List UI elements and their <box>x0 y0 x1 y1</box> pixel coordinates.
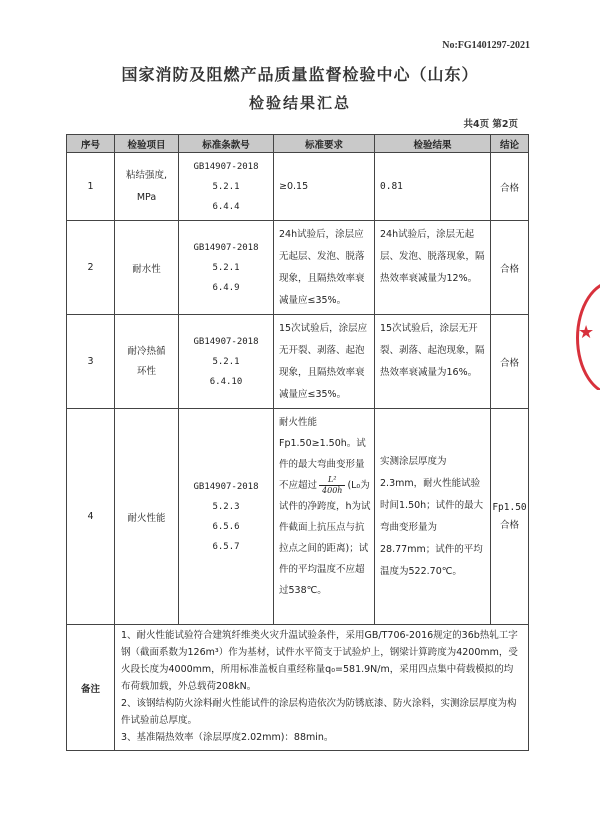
result: 15次试验后，涂层无开裂、剥落、起泡现象，隔热效率衰减量为16%。 <box>375 315 491 409</box>
table-row <box>67 409 529 625</box>
test-item-line: 粘结强度, <box>125 169 168 181</box>
conclusion: 合格 <box>491 153 529 221</box>
clause-line: 6.5.7 <box>212 541 240 552</box>
page-subtitle: 检验结果汇总 <box>248 94 351 112</box>
note-item: 1、耐火性能试验符合建筑纤维类火灾升温试验条件，采用GB/T706-2016规定的36b热轧工字钢（截面系数为126m³）作为基材，试件水平简支于试验炉上，钢梁计算跨度为4200mm，受火段长度为4000mm，所用标准盖板自重经称量q₀=581.9N/m，采用四点集中荷载模拟的均布荷载加载，外总载荷208kN。 <box>121 630 518 692</box>
col-header-clause: 标准条款号 <box>179 135 274 153</box>
table-row <box>67 315 529 409</box>
result: 0.81 <box>375 153 491 221</box>
conclusion: 合格 <box>491 315 529 409</box>
report-number: No:FG1401297-2021 <box>442 40 530 51</box>
clause-line: 6.4.10 <box>209 376 243 387</box>
clause-line: 5.2.1 <box>212 356 240 367</box>
requirement <box>274 409 375 625</box>
col-header-result: 检验结果 <box>375 135 491 153</box>
row-number: 4 <box>67 409 115 625</box>
test-item-line: MPa <box>136 191 157 203</box>
notes-row <box>67 625 529 751</box>
clause-line: 5.2.3 <box>212 501 240 512</box>
results-table <box>66 134 529 751</box>
conclusion-line: 合格 <box>499 519 519 531</box>
requirement: 15次试验后，涂层应无开裂、剥落、起泡现象，且隔热效率衰减量应≤35%。 <box>274 315 375 409</box>
col-header-requirement: 标准要求 <box>274 135 375 153</box>
row-number: 3 <box>67 315 115 409</box>
note-item: 3、基准隔热效率（涂层厚度2.02mm)：88min。 <box>121 732 334 743</box>
test-item <box>115 409 179 625</box>
formula-numerator: L² <box>319 475 345 486</box>
clause-line: GB14907-2018 <box>193 336 259 347</box>
notes-content <box>115 625 529 751</box>
standard-clause <box>179 153 274 221</box>
col-header-no: 序号 <box>67 135 115 153</box>
test-item <box>115 153 179 221</box>
table-row <box>67 153 529 221</box>
table-row <box>67 221 529 315</box>
star-icon: ★ <box>578 322 595 343</box>
notes-label: 备注 <box>67 625 115 751</box>
clause-line: 6.5.6 <box>212 521 240 532</box>
official-seal <box>576 280 600 390</box>
clause-line: 6.4.4 <box>212 201 240 212</box>
standard-clause <box>179 315 274 409</box>
row-number: 2 <box>67 221 115 315</box>
requirement: 24h试验后，涂层应无起层、发泡、脱落现象，且隔热效率衰减量应≤35%。 <box>274 221 375 315</box>
test-item <box>115 221 179 315</box>
clause-line: 6.4.9 <box>212 282 240 293</box>
test-item-line: 耐水性 <box>132 263 161 275</box>
conclusion <box>491 409 529 625</box>
clause-line: 5.2.1 <box>212 181 240 192</box>
clause-line: GB14907-2018 <box>193 161 259 172</box>
col-header-conclusion: 结论 <box>491 135 529 153</box>
test-item-line: 耐冷热循 <box>127 345 166 357</box>
conclusion: 合格 <box>491 221 529 315</box>
clause-line: 5.2.1 <box>212 262 240 273</box>
standard-clause <box>179 221 274 315</box>
test-item-line: 环性 <box>136 365 156 377</box>
page-counter: 共4页 第2页 <box>463 119 518 130</box>
conclusion-line: Fp1.50 <box>492 501 527 513</box>
clause-line: GB14907-2018 <box>193 242 259 253</box>
note-item: 2、该钢结构防火涂料耐火性能试件的涂层构造依次为防锈底漆、防火涂料，实测涂层厚度为构件试验前总厚度。 <box>121 698 517 726</box>
page-title: 国家消防及阻燃产品质量监督检验中心（山东） <box>121 65 479 84</box>
clause-line: GB14907-2018 <box>193 481 259 492</box>
requirement-text: (L₀为试件的净跨度，h为试件截面上抗压点与抗拉点之间的距离)；试件的平均温度不应超过538℃。 <box>279 480 371 596</box>
col-header-item: 检验项目 <box>115 135 179 153</box>
test-item <box>115 315 179 409</box>
result: 24h试验后，涂层无起层、发泡、脱落现象，隔热效率衰减量为12%。 <box>375 221 491 315</box>
result: 实测涂层厚度为2.3mm，耐火性能试验时间1.50h；试件的最大弯曲变形量为28.77mm；试件的平均温度为522.70℃。 <box>375 409 491 625</box>
requirement-text: 耐火性能 Fp1.50≥1.50h。试件的最大弯曲变形量不应超过 <box>279 417 366 491</box>
requirement: ≥0.15 <box>274 153 375 221</box>
formula-denominator: 400h <box>322 486 343 495</box>
deflection-formula <box>319 475 345 496</box>
table-header-row <box>67 135 529 153</box>
test-item-line: 耐火性能 <box>127 512 166 524</box>
standard-clause <box>179 409 274 625</box>
row-number: 1 <box>67 153 115 221</box>
